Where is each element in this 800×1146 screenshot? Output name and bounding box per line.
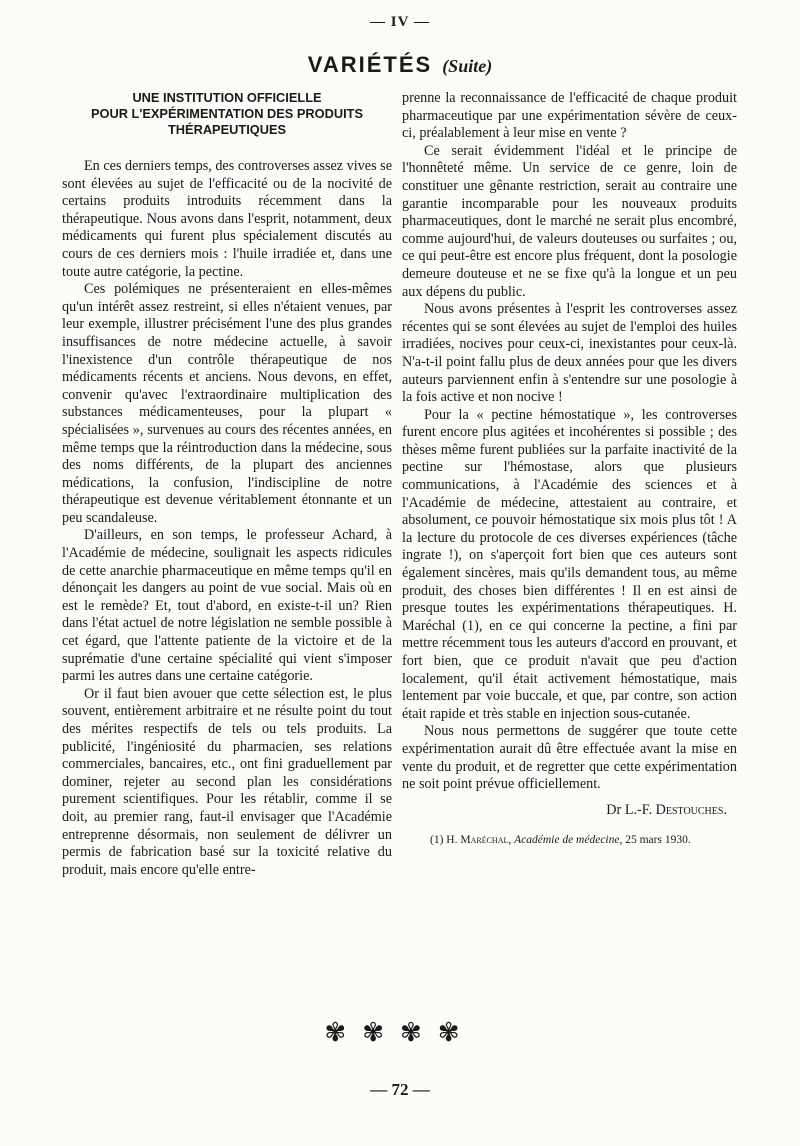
page-roman-numeral: — IV —: [370, 14, 430, 30]
left-column: [62, 90, 392, 879]
footnote-author: H. Maréchal,: [446, 834, 512, 847]
footnote: [402, 833, 737, 848]
footnote-date: 25 mars 1930.: [625, 834, 691, 847]
signature-prefix: Dr: [606, 801, 625, 818]
paragraph: Or il faut bien avouer que cette sélection est, le plus souvent, entièrement arbitraire et ne résulte point du tout des mérites respectifs de tels ou tels produits. La publicité, l'ingéniosité du pharmacien, ses relations commerciales, bancaires, etc., ont fini graduellement par dominer, rejeter au second plan les considérations purement scientifiques. Pour les rétablir, comme il se doit, au premier rang, faut-il envisager que l'Académie entreprenne désormais, non seulement de délivrer un permis de fabrication basé sur la toxicité relative du produit, mais encore qu'elle entre-: [62, 685, 392, 878]
paragraph: D'ailleurs, en son temps, le professeur Achard, à l'Académie de médecine, soulignait les aspects ridicules de cette anarchie pharmaceutique en même temps qu'il en dénonçait les dangers au point de vue social. Mais où en est le remède? Et, tout d'abord, en existe-t-il un? Rien dans l'état actuel de notre législation ne semble possible à cet égard, que l'attente patiente de la victoire et de la suprématie d'une certaine spécialité qui vient s'imposer parmi les autres dans une certaine catégorie.: [62, 527, 392, 685]
author-signature: [402, 802, 737, 820]
paragraph: En ces derniers temps, des controverses assez vives se sont élevées au sujet de l'efficacité ou de la nocivité de certains produits introduits récemment dans la thérapeutique. Nous avons dans l'esprit, notamment, deux médicaments qui furent plus spécialement discutés au cours de ces derniers mois : l'huile irradiée et, dans une toute autre catégorie, la pectine.: [62, 158, 392, 280]
paragraph: Ce serait évidemment l'idéal et le principe de l'honnêteté même. Un service de ce genre, loin de constituer une gênante restriction, serait au contraire une garantie incomparable pour les nouveaux produits pharmaceutiques, dont le marché ne serait plus encombré, comme aujourd'hui, de valeurs douteuses ou surfaites ; ou, ce qui peut-être est encore plus fréquent, dont la posologie demeure douteuse et ne se fixe qu'à la longue et un peu aux dépens du public.: [402, 142, 737, 300]
article-title: [62, 90, 392, 138]
footnote-marker: (1): [430, 834, 447, 847]
page-number: — 72 —: [370, 1080, 430, 1099]
paragraph: Nous nous permettons de suggérer que toute cette expérimentation aurait dû être effectuée avant la mise en vente du produit, et de regretter que cette expérimentation ne soit point prévue officiellement.: [402, 723, 737, 793]
section-header: [0, 52, 800, 78]
article-title-line: UNE INSTITUTION OFFICIELLE: [132, 90, 322, 105]
paragraph: Pour la « pectine hémostatique », les controverses furent encore plus agitées et incohérentes si possible ; des thèses même furent publiées sur la parfaite inactivité de la pectine sur l'hémostase, alors que plusieurs communications, à l'Académie des sciences et à l'Académie de médecine, attestaient au contraire, et absolument, ce pouvoir hémostatique six mois plus tôt ! A la lecture du protocole de ces diverses expériences (tâche ingrate !), on s'aperçoit fort bien que ces auteurs sont également sincères, mais qu'ils demandent tous, au même produit, des choses bien différentes ! Il en est ainsi de presque toutes les expérimentations thérapeutiques. H. Maréchal (1), en ce qui concerne la pectine, a fini par mettre récemment tous les auteurs d'accord en prouvant, et fort bien, que ce produit n'avait que peu d'action localement, qu'il était activement hémostatique, mais lentement par voie buccale, et que, par contre, son action était rapide et très stable en injection sous-cutanée.: [402, 406, 737, 722]
footnote-source: Académie de médecine,: [514, 834, 623, 847]
section-title: VARIÉTÉS: [307, 52, 433, 77]
ornament-divider: ✾✾✾✾: [324, 1018, 476, 1047]
signature-name: L.-F. Destouches.: [624, 801, 727, 818]
right-column: [402, 90, 737, 848]
paragraph: Ces polémiques ne présenteraient en elles-mêmes qu'un intérêt assez restreint, si elles n'étaient venues, par leur exemple, illustrer précisément l'une des plus grandes insuffisances de notre médecine actuelle, à savoir l'inexistence d'un contrôle thérapeutique de nos médicaments récents et anciens. Nous devons, en effet, convenir qu'avec l'extraordinaire multiplication des substances médicamenteuses, pour la plupart « spécialisées », survenues au cours des récentes années, en même temps que la réintroduction dans la médecine, sous des noms différents, de la plupart des anciennes médications, la confusion, l'indiscipline de notre thérapeutique est devenue véritablement étonnante et un peu scandaleuse.: [62, 281, 392, 526]
paragraph: Nous avons présentes à l'esprit les controverses assez récentes qui se sont élevées au sujet de l'emploi des huiles irradiées, nocives pour ceux-ci, inexistantes pour ceux-là. N'a-t-il point fallu plus de deux années pour que les divers auteurs parviennent enfin à s'entendre sur une posologie à la fois active et non nocive !: [402, 301, 737, 406]
article-title-line: THÉRAPEUTIQUES: [167, 122, 287, 137]
section-subtitle: (Suite): [442, 56, 493, 76]
article-title-line: POUR L'EXPÉRIMENTATION DES PRODUITS: [90, 106, 364, 121]
paragraph-continuation: prenne la reconnaissance de l'efficacité de chaque produit pharmaceutique par une expérimentation sévère de ceux-ci, préalablement à leur mise en vente ?: [402, 90, 737, 142]
